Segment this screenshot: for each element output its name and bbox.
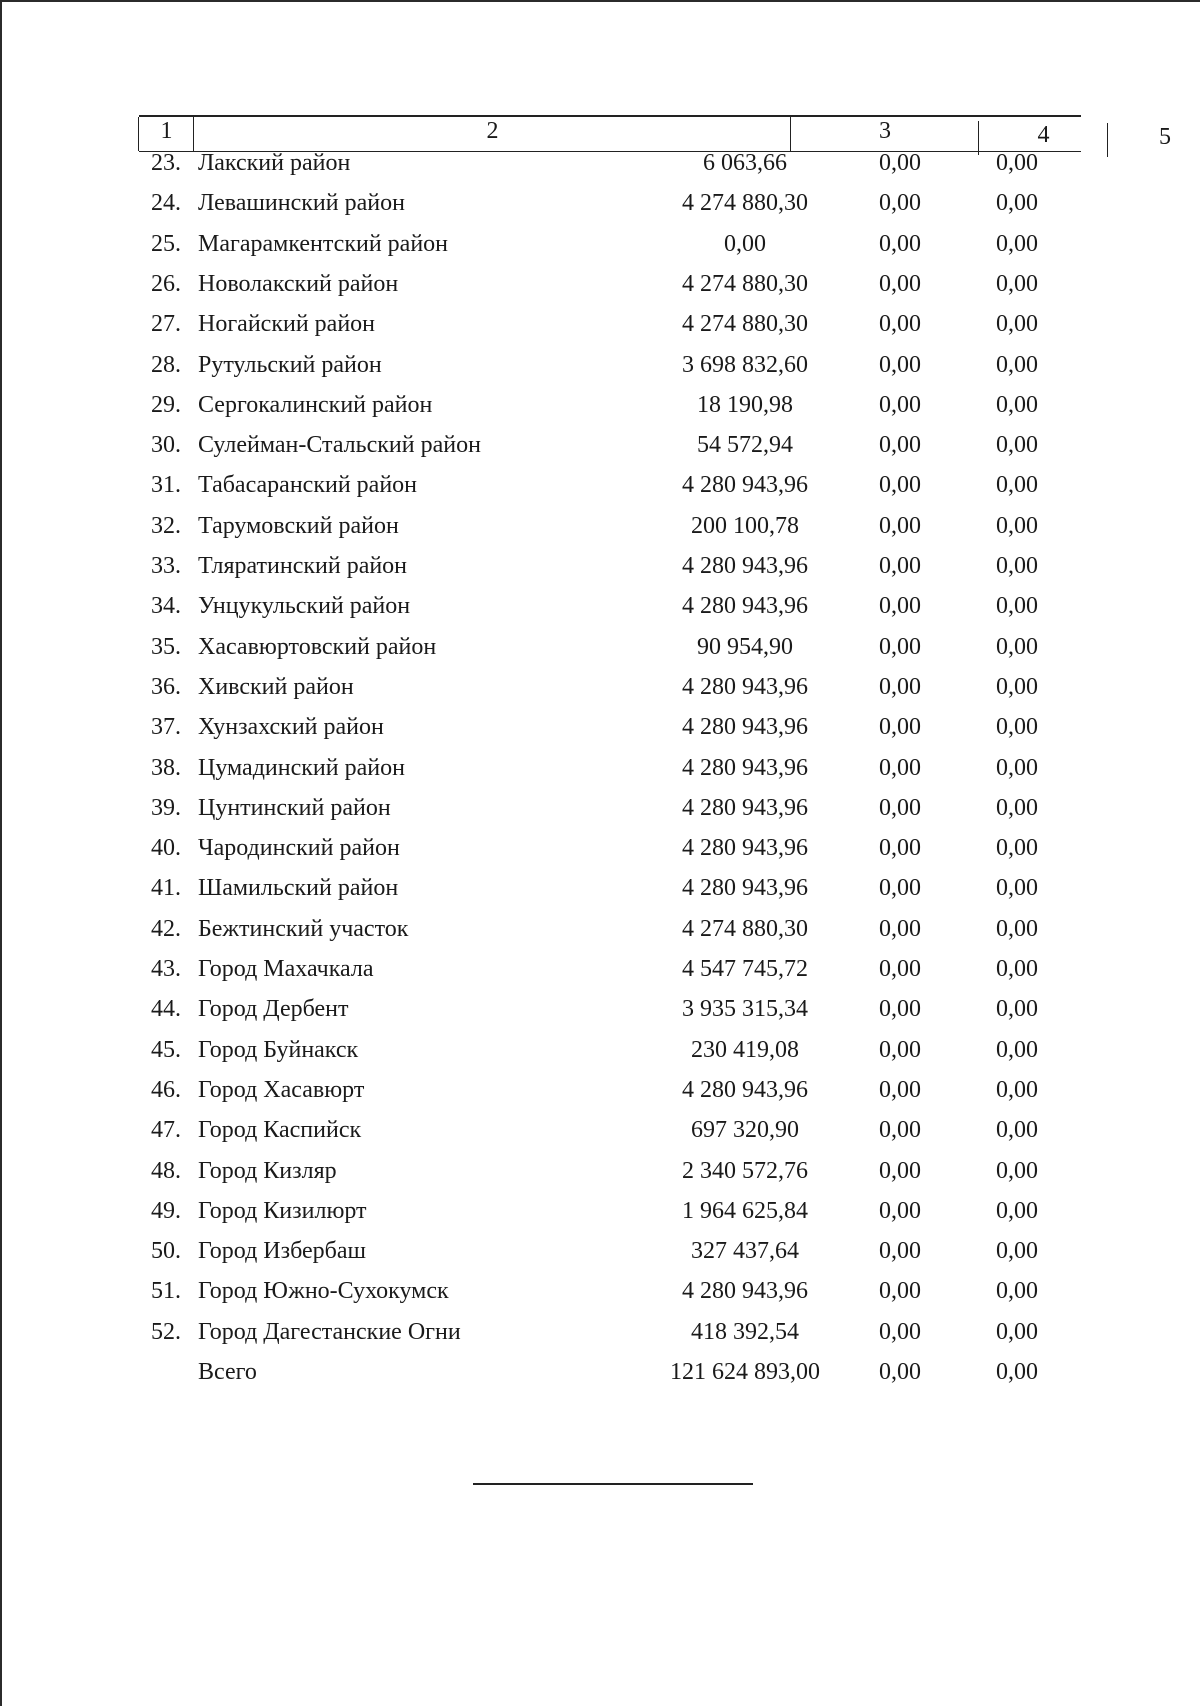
row-col-4: 0,00 [879, 1197, 921, 1224]
table-row [0, 271, 1200, 309]
row-col-4: 0,00 [879, 432, 921, 459]
row-col-5: 0,00 [996, 150, 1038, 176]
page-edge-top [0, 0, 1200, 2]
row-col-3: 418 392,54 [691, 1318, 799, 1345]
row-col-4: 0,00 [879, 230, 921, 257]
table-row [0, 835, 1200, 873]
row-col-4: 0,00 [879, 150, 921, 176]
row-number: 40. [151, 835, 181, 862]
row-col-4: 0,00 [879, 794, 921, 821]
row-col-5: 0,00 [996, 996, 1038, 1023]
table-row [0, 1198, 1200, 1236]
total-row [0, 1359, 1200, 1397]
row-col-4: 0,00 [879, 714, 921, 741]
table-row [0, 1319, 1200, 1357]
row-col-3: 4 280 943,96 [682, 754, 808, 781]
row-col-3: 3 935 315,34 [682, 996, 808, 1023]
row-col-5: 0,00 [996, 593, 1038, 620]
row-name: Рутульский район [198, 351, 382, 378]
row-name: Хасавюртовский район [198, 633, 437, 660]
row-number: 38. [151, 754, 181, 781]
table-row [0, 472, 1200, 510]
table-row [0, 956, 1200, 994]
row-col-4: 0,00 [879, 351, 921, 378]
row-number: 52. [151, 1318, 181, 1345]
row-col-5: 0,00 [996, 553, 1038, 579]
row-col-5: 0,00 [996, 512, 1038, 539]
table-row [0, 513, 1200, 551]
row-col-3: 4 274 880,30 [682, 190, 808, 217]
row-number: 48. [151, 1157, 181, 1184]
row-number: 46. [151, 1076, 181, 1103]
row-number: 41. [151, 875, 181, 902]
row-number: 27. [151, 311, 181, 338]
row-name: Город Кизляр [198, 1157, 337, 1184]
row-name: Левашинский район [198, 190, 405, 217]
row-col-3: 4 280 943,96 [682, 835, 808, 862]
row-number: 23. [151, 150, 181, 176]
row-col-4: 0,00 [879, 1157, 921, 1184]
table-row [0, 755, 1200, 793]
header-col-2: 2 [193, 117, 791, 151]
table-row [0, 916, 1200, 954]
table-row [0, 190, 1200, 228]
row-col-5: 0,00 [996, 1238, 1038, 1265]
row-col-3: 200 100,78 [691, 512, 799, 539]
row-col-5: 0,00 [996, 915, 1038, 942]
row-col-3: 230 419,08 [691, 1036, 799, 1063]
row-number: 50. [151, 1238, 181, 1265]
row-number: 32. [151, 512, 181, 539]
row-number: 49. [151, 1197, 181, 1224]
row-col-5: 0,00 [996, 875, 1038, 902]
row-name: Сулейман-Стальский район [198, 432, 481, 459]
row-col-4: 0,00 [879, 1359, 921, 1385]
row-name: Город Избербаш [198, 1238, 366, 1265]
row-number: 25. [151, 230, 181, 257]
table-row [0, 553, 1200, 591]
row-col-3: 4 280 943,96 [682, 875, 808, 902]
row-col-3: 4 274 880,30 [682, 915, 808, 942]
row-name: Цумадинский район [198, 754, 405, 781]
row-col-4: 0,00 [879, 472, 921, 499]
row-number: 31. [151, 472, 181, 499]
row-name: Хивский район [198, 673, 354, 700]
row-col-5: 0,00 [996, 956, 1038, 982]
end-of-table-rule [473, 1483, 753, 1485]
row-col-3: 6 063,66 [703, 150, 787, 176]
row-col-5: 0,00 [996, 270, 1038, 297]
row-col-5: 0,00 [996, 391, 1038, 418]
row-col-4: 0,00 [879, 391, 921, 418]
row-col-3: 0,00 [724, 230, 766, 257]
row-col-4: 0,00 [879, 190, 921, 217]
row-col-3: 18 190,98 [697, 391, 793, 418]
row-col-5: 0,00 [996, 1117, 1038, 1144]
row-name: Тарумовский район [198, 512, 399, 539]
table-row [0, 875, 1200, 913]
row-col-3: 2 340 572,76 [682, 1157, 808, 1184]
row-number: 29. [151, 391, 181, 418]
row-col-3: 327 437,64 [691, 1238, 799, 1265]
row-name: Тляратинский район [198, 553, 408, 579]
row-name: Хунзахский район [198, 714, 384, 741]
row-name: Город Дербент [198, 996, 349, 1023]
table-row [0, 1238, 1200, 1276]
row-col-5: 0,00 [996, 1157, 1038, 1184]
row-name: Город Кизилюрт [198, 1197, 367, 1224]
row-number: 47. [151, 1117, 181, 1144]
row-col-5: 0,00 [996, 1278, 1038, 1305]
row-col-4: 0,00 [879, 1278, 921, 1305]
row-name: Чародинский район [198, 835, 400, 862]
row-col-3: 90 954,90 [697, 633, 793, 660]
header-col-5: 5 [1107, 123, 1200, 157]
row-col-5: 0,00 [996, 1036, 1038, 1063]
row-col-5: 0,00 [996, 1197, 1038, 1224]
row-number: 33. [151, 553, 181, 579]
row-number: 26. [151, 270, 181, 297]
row-col-4: 0,00 [879, 270, 921, 297]
row-name: Город Хасавюрт [198, 1076, 365, 1103]
row-col-3: 121 624 893,00 [670, 1359, 820, 1385]
row-name: Шамильский район [198, 875, 399, 902]
row-col-4: 0,00 [879, 1318, 921, 1345]
row-col-3: 4 274 880,30 [682, 270, 808, 297]
table-row [0, 392, 1200, 430]
row-col-3: 4 280 943,96 [682, 553, 808, 579]
row-col-4: 0,00 [879, 1238, 921, 1265]
table-row [0, 593, 1200, 631]
row-name: Магарамкентский район [198, 230, 449, 257]
row-col-5: 0,00 [996, 351, 1038, 378]
row-col-4: 0,00 [879, 553, 921, 579]
header-col-3: 3 [790, 117, 979, 151]
row-col-4: 0,00 [879, 1117, 921, 1144]
row-col-4: 0,00 [879, 311, 921, 338]
table-row [0, 352, 1200, 390]
row-col-5: 0,00 [996, 1076, 1038, 1103]
row-number: 42. [151, 915, 181, 942]
row-col-3: 697 320,90 [691, 1117, 799, 1144]
row-col-3: 4 280 943,96 [682, 593, 808, 620]
row-col-4: 0,00 [879, 956, 921, 982]
row-col-5: 0,00 [996, 1359, 1038, 1385]
header-col-4: 4 [978, 121, 1108, 155]
table-row [0, 1117, 1200, 1155]
table-row [0, 231, 1200, 269]
row-number: 30. [151, 432, 181, 459]
row-number: 37. [151, 714, 181, 741]
row-number: 45. [151, 1036, 181, 1063]
row-name: Унцукульский район [198, 593, 411, 620]
row-col-3: 4 280 943,96 [682, 673, 808, 700]
row-col-4: 0,00 [879, 1076, 921, 1103]
row-col-5: 0,00 [996, 835, 1038, 862]
row-number: 28. [151, 351, 181, 378]
row-col-4: 0,00 [879, 754, 921, 781]
table-row [0, 674, 1200, 712]
row-name: Цунтинский район [198, 794, 391, 821]
row-col-3: 4 280 943,96 [682, 794, 808, 821]
row-col-3: 4 274 880,30 [682, 311, 808, 338]
row-number: 39. [151, 794, 181, 821]
row-col-5: 0,00 [996, 714, 1038, 741]
row-col-5: 0,00 [996, 1318, 1038, 1345]
row-number: 43. [151, 956, 181, 982]
row-name: Сергокалинский район [198, 391, 433, 418]
row-col-4: 0,00 [879, 1036, 921, 1063]
table-header [139, 115, 1171, 152]
row-name: Город Буйнакск [198, 1036, 359, 1063]
row-name: Табасаранский район [198, 472, 418, 499]
row-col-3: 4 280 943,96 [682, 472, 808, 499]
table-row [0, 1278, 1200, 1316]
table-row [0, 1158, 1200, 1196]
row-col-3: 1 964 625,84 [682, 1197, 808, 1224]
row-col-4: 0,00 [879, 512, 921, 539]
row-name: Бежтинский участок [198, 915, 409, 942]
table-row [0, 714, 1200, 752]
row-col-4: 0,00 [879, 633, 921, 660]
table-row [0, 1037, 1200, 1075]
row-number: 44. [151, 996, 181, 1023]
row-name: Лакский район [198, 150, 351, 176]
row-col-5: 0,00 [996, 794, 1038, 821]
row-number: 34. [151, 593, 181, 620]
header-col-1: 1 [138, 117, 194, 151]
row-name: Город Махачкала [198, 956, 374, 982]
row-col-5: 0,00 [996, 754, 1038, 781]
row-col-4: 0,00 [879, 835, 921, 862]
row-name: Всего [198, 1359, 257, 1385]
row-col-5: 0,00 [996, 190, 1038, 217]
row-col-5: 0,00 [996, 673, 1038, 700]
table-row [0, 634, 1200, 672]
row-col-4: 0,00 [879, 593, 921, 620]
row-col-4: 0,00 [879, 996, 921, 1023]
row-name: Новолакский район [198, 270, 399, 297]
row-col-5: 0,00 [996, 432, 1038, 459]
row-col-3: 4 547 745,72 [682, 956, 808, 982]
row-number: 24. [151, 190, 181, 217]
row-name: Город Южно-Сухокумск [198, 1278, 449, 1305]
row-col-5: 0,00 [996, 230, 1038, 257]
row-col-4: 0,00 [879, 673, 921, 700]
table-row [0, 795, 1200, 833]
row-number: 36. [151, 673, 181, 700]
row-col-4: 0,00 [879, 875, 921, 902]
row-number: 51. [151, 1278, 181, 1305]
row-col-5: 0,00 [996, 472, 1038, 499]
row-col-3: 4 280 943,96 [682, 1076, 808, 1103]
table-row [0, 1077, 1200, 1115]
row-col-3: 4 280 943,96 [682, 1278, 808, 1305]
table-row [0, 150, 1200, 188]
row-col-5: 0,00 [996, 633, 1038, 660]
row-name: Город Дагестанские Огни [198, 1318, 461, 1345]
table-row [0, 996, 1200, 1034]
row-col-3: 54 572,94 [697, 432, 793, 459]
row-number: 35. [151, 633, 181, 660]
row-name: Город Каспийск [198, 1117, 362, 1144]
row-name: Ногайский район [198, 311, 376, 338]
row-col-5: 0,00 [996, 311, 1038, 338]
row-col-3: 4 280 943,96 [682, 714, 808, 741]
row-col-3: 3 698 832,60 [682, 351, 808, 378]
row-col-4: 0,00 [879, 915, 921, 942]
table-row [0, 432, 1200, 470]
table-row [0, 311, 1200, 349]
